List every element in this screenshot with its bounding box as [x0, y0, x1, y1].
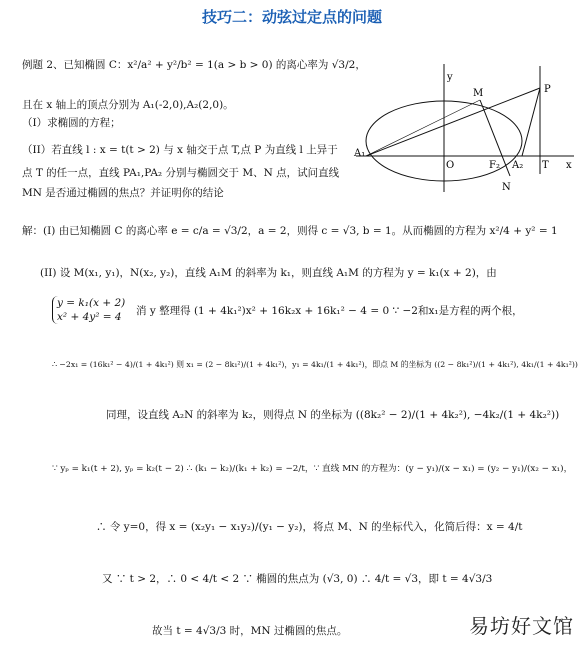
label-x: x	[566, 160, 572, 171]
problem-line-6: MN 是否通过椭圆的焦点？并证明你的结论	[22, 187, 224, 199]
problem-line-4: （II）若直线 l : x = t(t > 2) 与 x 轴交于点 T,点 P 为直线 l 上异于	[22, 144, 338, 156]
label-n: N	[502, 182, 511, 193]
solution-line-1: 解：(I) 由已知椭圆 C 的离心率 e = c/a = √3/2，a = 2，则得 c = √3, b = 1。从而椭圆的方程为 x²/4 + y² = 1	[22, 225, 558, 237]
solution-line-9: 故当 t = 4√3/3 时，MN 过椭圆的焦点。	[152, 625, 348, 637]
system-eq-1: y = k₁(x + 2)	[57, 297, 126, 309]
solution-line-3: 消 y 整理得 (1 + 4k₁²)x² + 16k₂x + 16k₁² − 4 = 0 ∵ −2和x₁是方程的两个根，	[136, 305, 523, 317]
problem-line-3: （I）求椭圆的方程；	[22, 117, 121, 129]
equation-system	[52, 296, 125, 324]
label-o: O	[446, 160, 455, 171]
watermark: 易坊好文馆	[469, 614, 574, 638]
ellipse-figure	[352, 56, 578, 196]
line-pa2	[522, 88, 540, 156]
label-f2: F₂	[489, 160, 500, 171]
problem-line-5: 点 T 的任一点，直线 PA₁,PA₂ 分别与椭圆交于 M、N 点，试问直线	[22, 167, 340, 179]
problem-line-1: 例题 2、已知椭圆 C：x²/a² + y²/b² = 1(a > b > 0) 的离心率为 √3/2，	[22, 59, 366, 71]
label-t: T	[542, 160, 549, 171]
solution-line-4: ∴ −2x₁ = (16k₁² − 4)/(1 + 4k₁²) 则 x₁ = (2 − 8k₁²)/(1 + 4k₁²)，y₁ = 4k₁/(1 + 4k₁²)，即点 M 的坐标为 ((2 − 8k₁²)/(1 + 4k₁²), 4k₁/(1 + 4k₁²))	[52, 360, 578, 369]
line-pa1	[366, 88, 540, 156]
label-m: M	[473, 88, 484, 99]
solution-line-6: ∵ yₚ = k₁(t + 2), yₚ = k₂(t − 2) ∴ (k₁ − k₂)/(k₁ + k₂) = −2/t，∵ 直线 MN 的方程为：(y − y₁)/(x − x₁) = (y₂ − y₁)/(x₂ − x₁)，	[52, 464, 573, 474]
solution-line-5: 同理，设直线 A₂N 的斜率为 k₂，则得点 N 的坐标为 ((8k₂² − 2)/(1 + 4k₂²), −4k₂/(1 + 4k₂²))	[106, 409, 560, 421]
system-brace	[52, 296, 125, 324]
solution-line-8: 又 ∵ t > 2，∴ 0 < 4/t < 2 ∵ 椭圆的焦点为 (√3, 0) ∴ 4/t = √3，即 t = 4√3/3	[102, 573, 493, 585]
label-y: y	[447, 72, 453, 83]
label-a2: A₂	[512, 160, 524, 171]
page-title: 技巧二：动弦过定点的问题	[201, 8, 382, 26]
label-p: P	[544, 84, 551, 95]
problem-line-2: 且在 x 轴上的顶点分别为 A₁(-2,0),A₂(2,0)。	[22, 99, 234, 111]
label-a1: A₁	[354, 148, 366, 159]
solution-line-7: ∴ 令 y=0，得 x = (x₂y₁ − x₁y₂)/(y₁ − y₂)，将点 M、N 的坐标代入，化简后得：x = 4/t	[96, 521, 523, 533]
system-eq-2: x² + 4y² = 4	[57, 311, 122, 323]
line-a1m	[366, 100, 480, 156]
solution-line-2: (II) 设 M(x₁, y₁)，N(x₂, y₂)，直线 A₁M 的斜率为 k₁，则直线 A₁M 的方程为 y = k₁(x + 2)，由	[40, 267, 497, 279]
